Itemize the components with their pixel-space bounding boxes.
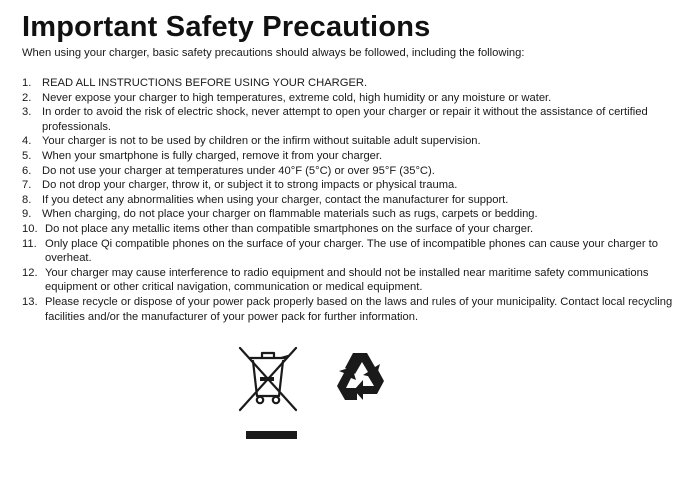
list-item — [22, 178, 697, 193]
list-item — [22, 207, 697, 222]
item-text: READ ALL INSTRUCTIONS BEFORE USING YOUR CHARGER. — [42, 77, 368, 89]
item-number: 4. — [22, 135, 32, 148]
list-item — [22, 295, 697, 324]
item-text: Please recycle or dispose of your power pack properly based on the laws and rules of your municipality. Contact local recycling facilities and/or the manufacturer of your power pack for further information. — [45, 295, 673, 323]
intro-text: When using your charger, basic safety precautions should always be followed, including the following: — [22, 47, 525, 59]
crossed-out-wheeled-bin-icon — [236, 344, 300, 440]
item-text: Do not use your charger at temperatures under 40°F (5°C) or over 95°F (35°C). — [42, 164, 435, 177]
item-number: 10. — [22, 222, 38, 235]
list-item — [22, 149, 697, 164]
list-item — [22, 134, 697, 149]
item-text: Only place Qi compatible phones on the surface of your charger. The use of incompatible phones can cause your charger to overheat. — [45, 237, 658, 265]
item-text: Your charger may cause interference to radio equipment and should not be installed near maritime safety communications equipment or other critical navigation, communication or medical equipment. — [45, 266, 649, 294]
item-text: Never expose your charger to high temperatures, extreme cold, high humidity or any moisture or water. — [42, 91, 552, 104]
precautions-list — [22, 76, 697, 324]
list-item — [22, 91, 697, 106]
item-number: 8. — [22, 193, 32, 206]
item-number: 5. — [22, 149, 32, 162]
item-text: If you detect any abnormalities when using your charger, contact the manufacturer for support. — [42, 193, 509, 206]
item-number: 13. — [22, 295, 38, 308]
page-title: Important Safety Precautions — [22, 11, 431, 43]
item-number: 3. — [22, 106, 32, 119]
list-item — [22, 193, 697, 208]
item-number: 1. — [22, 77, 32, 89]
item-text: Do not place any metallic items other than compatible smartphones on the surface of your charger. — [45, 222, 534, 235]
item-text: When your smartphone is fully charged, remove it from your charger. — [42, 149, 383, 162]
list-item — [22, 105, 697, 134]
item-number: 9. — [22, 208, 32, 221]
list-item — [22, 76, 697, 91]
item-text: Do not drop your charger, throw it, or subject it to strong impacts or physical trauma. — [42, 179, 458, 192]
item-text: In order to avoid the risk of electric shock, never attempt to open your charger or repair it without the assistance of certified professionals. — [42, 106, 648, 133]
item-number: 2. — [22, 91, 32, 104]
list-item — [22, 222, 697, 237]
item-text: When charging, do not place your charger on flammable materials such as rugs, carpets or bedding. — [42, 208, 538, 221]
item-number: 6. — [22, 164, 32, 177]
item-number: 11. — [22, 237, 37, 250]
item-number: 12. — [22, 266, 38, 279]
list-item — [22, 164, 697, 179]
item-text: Your charger is not to be used by children or the infirm without suitable adult supervision. — [42, 135, 481, 148]
item-number: 7. — [22, 179, 32, 192]
list-item — [22, 266, 697, 295]
recycle-icon — [332, 350, 388, 404]
list-item — [22, 237, 697, 266]
